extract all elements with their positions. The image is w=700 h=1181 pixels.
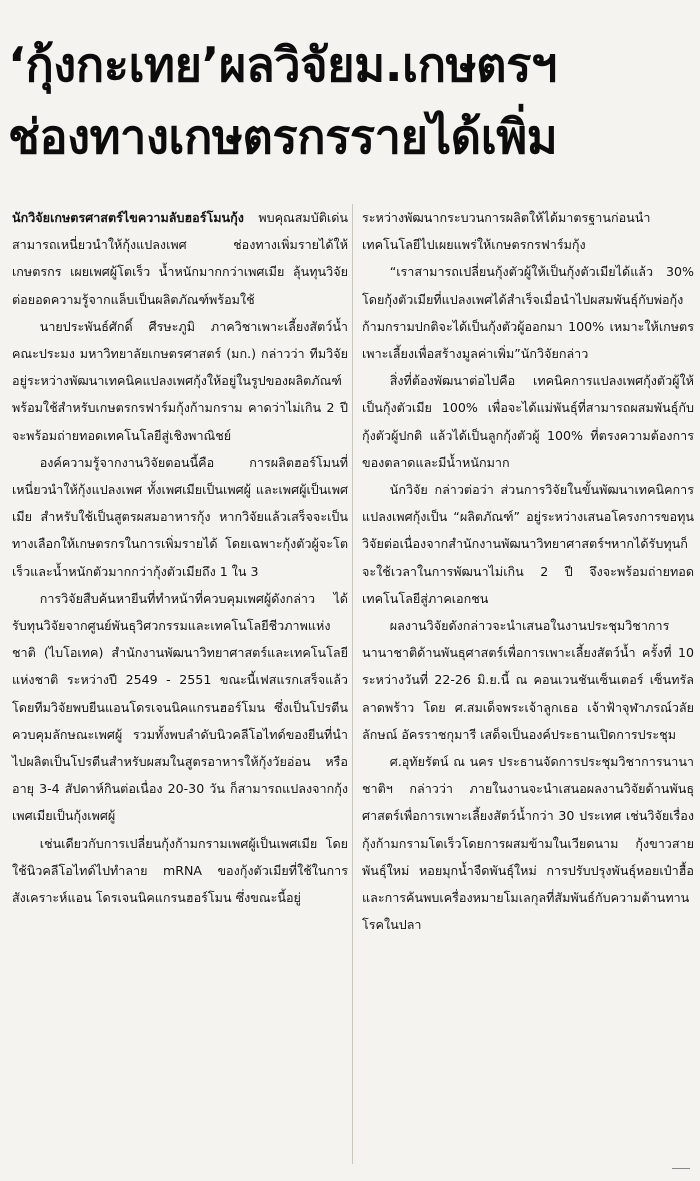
article-paragraph: ระหว่างพัฒนากระบวนการผลิตให้ได้มาตรฐานก่อนนำเทคโนโลยีไปเผยแพร่ให้เกษตรกรฟาร์มกุ้ง [362,210,651,253]
continuation-mark [672,1168,690,1173]
article-paragraph: การวิจัยสืบค้นหายีนที่ทำหน้าที่ควบคุมเพศผู้ดังกล่าว ได้รับทุนวิจัยจากศูนย์พันธุวิศวกรรมและเทคโนโลยีชีวภาพแห่งชาติ (ไบโอเทค) สำนักงานพัฒนาวิทยาศาสตร์และเทคโนโลยีแห่งชาติ ระหว่างปี 2549 - 2551 ขณะนี้เฟสแรกเสร็จแล้ว โดยทีมวิจัยพบยีนแอนโดรเจนนิคแกรนฮอร์โมน ซึ่งเป็นโปรตีนควบคุมลักษณะเพศผู้ รวมทั้งพบลำดับนิวคลีโอไทด์ของยีนที่นำไปผลิตเป็นโปรตีนสำหรับผสมในสูตรอาหารให้กุ้งวัยอ่อน หรืออายุ 3-4 สัปดาห์กินต่อเนื่อง 20-30 วัน ก็สามารถแปลงจากกุ้งเพศเมียเป็นกุ้งเพศผู้ [12,590,348,824]
article-paragraph: องค์ความรู้จากงานวิจัยตอนนี้คือ การผลิตฮอร์โมนที่เหนี่ยวนำให้กุ้งแปลงเพศ ทั้งเพศเมียเป็นเพศผู้ และเพศผู้เป็นเพศเมีย สำหรับใช้เป็นสูตรผสมอาหารกุ้ง หากวิจัยแล้วเสร็จจะเป็นทางเลือกให้เกษตรกรในการเพิ่มรายได้ โดยเฉพาะกุ้งตัวผู้จะโตเร็วและน้ำหนักตัวมากกว่ากุ้งตัวเมียถึง 1 ใน 3 [12,454,348,579]
article-subhead: นักวิจัยเกษตรศาสตร์ไขความลับฮอร์โมนกุ้ง [12,210,244,225]
article-column-right [362,204,694,938]
article-paragraph: นักวิจัย กล่าวต่อว่า ส่วนการวิจัยในขั้นพัฒนาเทคนิคการแปลงเพศกุ้งเป็น “ผลิตภัณฑ์” อยู่ระหว่างเสนอโครงการขอทุนวิจัยต่อเนื่องจากสำนักงานพัฒนาวิทยาศาสตร์ฯหากได้รับทุนก็จะใช้เวลาในการพัฒนาไม่เกิน 2 ปี จึงจะพร้อมถ่ายทอดเทคโนโลยีสู่ภาคเอกชน [362,482,694,606]
article-column-left [12,204,348,911]
article-paragraph: เช่นเดียวกับการเปลี่ยนกุ้งก้ามกรามเพศผู้เป็นเพศเมีย โดยใช้นิวคลีโอไทด์ไปทำลาย mRNA ของกุ้งตัวเมียที่ใช้ในการสังเคราะห์แอน โดรเจนนิคแกรนฮอร์โมน ซึ่งขณะนี้อยู่ [12,835,348,906]
headline [8,30,692,174]
article-quote-paragraph: “เราสามารถเปลี่ยนกุ้งตัวผู้ให้เป็นกุ้งตัวเมียได้แล้ว 30% โดยกุ้งตัวเมียที่แปลงเพศได้สำเร็จเมื่อนำไปผสมพันธุ์กับพ่อกุ้งก้ามกรามปกติจะได้เป็นกุ้งตัวผู้ออกมา 100% เหมาะให้เกษตรเพาะเลี้ยงเพื่อสร้างมูลค่าเพิ่ม”นักวิจัยกล่าว [362,264,694,362]
article-paragraph: ศ.อุทัยรัตน์ ณ นคร ประธานจัดการประชุมวิชาการนานาชาติฯ กล่าวว่า ภายในงานจะนำเสนอผลงานวิจัยด้านพันธุศาสตร์เพื่อการเพาะเลี้ยงสัตว์น้ำกว่า 30 ประเทศ เช่นวิจัยเรื่องกุ้งก้ามกรามโตเร็วโดยการผสมข้ามในเวียดนาม กุ้งขาวสายพันธุ์ใหม่ หอยมุกน้ำจืดพันธุ์ใหม่ การปรับปรุงพันธุ์หอยเป๋าฮื้อ และการค้นพบเครื่องหมายโมเลกุลที่สัมพันธ์กับความต้านทานโรคในปลา [362,754,694,933]
article-paragraph: สิ่งที่ต้องพัฒนาต่อไปคือ เทคนิคการแปลงเพศกุ้งตัวผู้ให้เป็นกุ้งตัวเมีย 100% เพื่อจะได้แม่พันธุ์ที่สามารถผสมพันธุ์กับกุ้งตัวผู้ปกติ แล้วได้เป็นลูกกุ้งตัวผู้ 100% ที่ตรงความต้องการของตลาดและมีน้ำหนักมาก [362,373,694,470]
article-paragraph: นายประพันธ์ศักดิ์ ศีรษะภูมิ ภาควิชาเพาะเลี้ยงสัตว์น้ำ คณะประมง มหาวิทยาลัยเกษตรศาสตร์ (มก.) กล่าวว่า ทีมวิจัยอยู่ระหว่างพัฒนาเทคนิคแปลงเพศกุ้งให้อยู่ในรูปของผลิตภัณฑ์พร้อมใช้สำหรับเกษตรกรฟาร์มกุ้งก้ามกราม คาดว่าไม่เกิน 2 ปีจะพร้อมถ่ายทอดเทคโนโลยีสู่เชิงพาณิชย์ [12,318,348,443]
column-divider [352,204,353,1164]
article-lead-paragraph: พบคุณสมบัติเด่นสามารถเหนี่ยวนำให้กุ้งแปลงเพศ ช่องทางเพิ่มรายได้ให้เกษตรกร เผยเพศผู้โตเร็ว น้ำหนักมากกว่าเพศเมีย ลุ้นทุนวิจัยต่อยอดความรู้จากแล็บเป็นผลิตภัณฑ์พร้อมใช้ [12,210,348,307]
article-paragraph: ผลงานวิจัยดังกล่าวจะนำเสนอในงานประชุมวิชาการนานาชาติด้านพันธุศาสตร์เพื่อการเพาะเลี้ยงสัตว์น้ำ ครั้งที่ 10 ระหว่างวันที่ 22-26 มิ.ย.นี้ ณ คอนเวนชันเซ็นเตอร์ เซ็นทรัลลาดพร้าว โดย ศ.สมเด็จพระเจ้าลูกเธอ เจ้าฟ้าจุฬาภรณ์วลัยลักษณ์ อัครราชกุมารี เสด็จเป็นองค์ประธานเปิดการประชุม [362,618,694,742]
headline-line-2: ช่องทางเกษตรกรรายได้เพิ่ม [8,110,558,165]
headline-line-1: ‘กุ้งกะเทย’ผลวิจัยม.เกษตรฯ [8,38,557,93]
